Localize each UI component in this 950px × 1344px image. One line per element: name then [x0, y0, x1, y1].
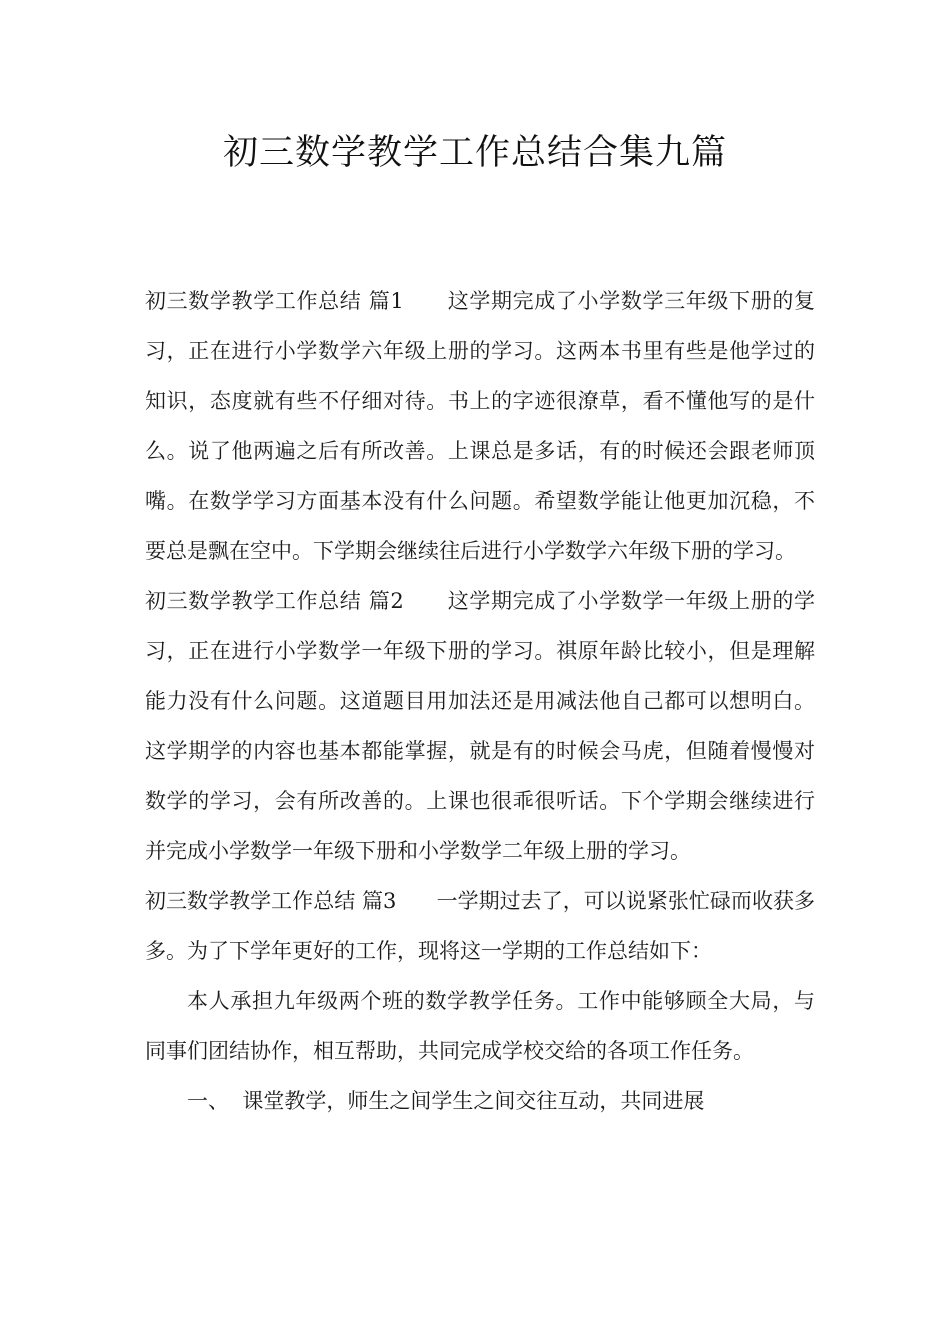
section-3: [145, 876, 815, 976]
heading-1-text: 课堂教学，师生之间学生之间交往互动，共同进展: [242, 1089, 705, 1113]
section-1-label: 初三数学教学工作总结 篇1: [145, 289, 404, 313]
document-title: 初三数学教学工作总结合集九篇: [222, 133, 727, 173]
section-3-text: 一学期过去了，可以说紧张忙碌而收获多多。为了下学年更好的工作，现将这一学期的工作总结如下：: [145, 889, 815, 963]
document-body: [145, 276, 815, 1126]
section-1-text: 这学期完成了小学数学三年级下册的复习，正在进行小学数学六年级上册的学习。这两本书里有些是他学过的知识，态度就有些不仔细对待。书上的字迹很潦草，看不懂他写的是什么。说了他两遍之后有所改善。上课总是多话，有的时候还会跟老师顶嘴。在数学学习方面基本没有什么问题。希望数学能让他更加沉稳，不要总是飘在空中。下学期会继续往后进行小学数学六年级下册的学习。: [145, 289, 815, 563]
section-1: [145, 276, 815, 576]
section-2-text: 这学期完成了小学数学一年级上册的学习，正在进行小学数学一年级下册的学习。祺原年龄比较小，但是理解能力没有什么问题。这道题目用加法还是用减法他自己都可以想明白。这学期学的内容也基本都能掌握，就是有的时候会马虎，但随着慢慢对数学的学习，会有所改善的。上课也很乖很听话。下个学期会继续进行并完成小学数学一年级下册和小学数学二年级上册的学习。: [145, 589, 815, 863]
paragraph-1: 本人承担九年级两个班的数学教学任务。工作中能够顾全大局，与同事们团结协作，相互帮助，共同完成学校交给的各项工作任务。: [145, 989, 815, 1063]
heading-1: [145, 1076, 815, 1126]
section-2: [145, 576, 815, 876]
heading-1-number: 一、: [187, 1089, 229, 1113]
section-2-label: 初三数学教学工作总结 篇2: [145, 589, 404, 613]
section-3-label: 初三数学教学工作总结 篇3: [145, 889, 397, 913]
